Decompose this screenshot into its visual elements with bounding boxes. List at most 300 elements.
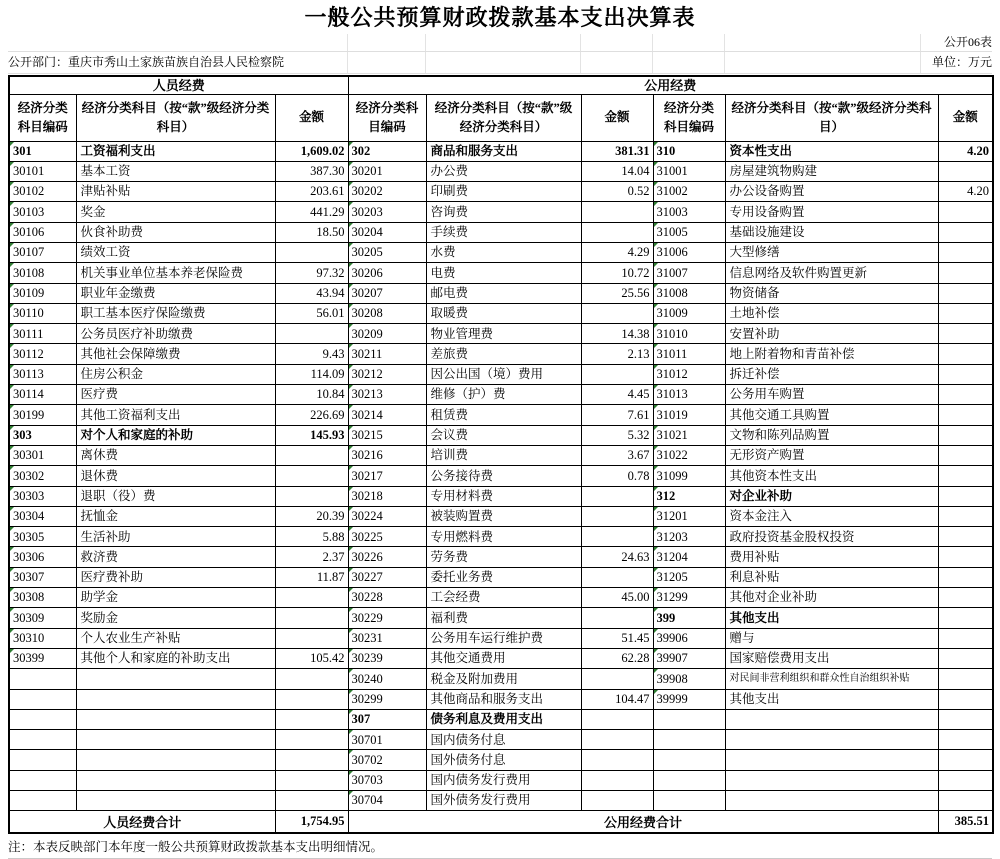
code-cell: 30217: [348, 466, 426, 486]
table-row: [9, 303, 993, 323]
subject-cell: 办公费: [426, 161, 581, 181]
subject-cell: 商品和服务支出: [426, 141, 581, 161]
table-row: [9, 161, 993, 181]
table-row: [9, 283, 993, 303]
code-cell: 30205: [348, 242, 426, 262]
code-cell: [9, 750, 76, 770]
amount-cell: 45.00: [581, 588, 653, 608]
subject-cell: 公务员医疗补助缴费: [76, 324, 275, 344]
amount-cell: [275, 486, 348, 506]
footnote: 注：本表反映部门本年度一般公共预算财政拨款基本支出明细情况。: [8, 835, 992, 859]
faint-gridline: [425, 52, 426, 73]
code-cell: 30226: [348, 547, 426, 567]
subject-cell: [725, 770, 938, 790]
code-cell: 30208: [348, 303, 426, 323]
code-cell: [653, 730, 725, 750]
code-cell: [9, 791, 76, 811]
amount-cell: [581, 364, 653, 384]
code-cell: 30209: [348, 324, 426, 344]
public-total-amount: 385.51: [938, 811, 993, 834]
table-row: [9, 344, 993, 364]
subject-cell: 其他支出: [725, 689, 938, 709]
code-cell: 31021: [653, 425, 725, 445]
amount-cell: 9.43: [275, 344, 348, 364]
subject-cell: 利息补贴: [725, 567, 938, 587]
unit-label: 单位：万元: [931, 55, 992, 69]
subject-cell: [76, 709, 275, 729]
code-cell: 31006: [653, 242, 725, 262]
subject-cell: 手续费: [426, 222, 581, 242]
amount-cell: [938, 283, 993, 303]
code-cell: 30112: [9, 344, 76, 364]
table-row: [9, 628, 993, 648]
subject-cell: 水费: [426, 242, 581, 262]
table-row: [9, 364, 993, 384]
code-cell: 30211: [348, 344, 426, 364]
code-cell: 30701: [348, 730, 426, 750]
subject-cell: 其他交通费用: [426, 648, 581, 668]
header-code-2: 经济分类科目编码: [348, 94, 426, 141]
subject-cell: 对个人和家庭的补助: [76, 425, 275, 445]
amount-cell: 114.09: [275, 364, 348, 384]
amount-cell: [938, 202, 993, 222]
subject-cell: 地上附着物和青苗补偿: [725, 344, 938, 364]
code-cell: 30299: [348, 689, 426, 709]
subject-cell: 工资福利支出: [76, 141, 275, 161]
code-cell: 30215: [348, 425, 426, 445]
subject-cell: 退职（役）费: [76, 486, 275, 506]
table-row: [9, 709, 993, 729]
code-cell: 30101: [9, 161, 76, 181]
amount-cell: [938, 770, 993, 790]
amount-cell: 381.31: [581, 141, 653, 161]
table-row: [9, 648, 993, 668]
subject-cell: 培训费: [426, 445, 581, 465]
subject-cell: 生活补助: [76, 527, 275, 547]
table-row: [9, 506, 993, 526]
amount-cell: 4.45: [581, 385, 653, 405]
amount-cell: 2.37: [275, 547, 348, 567]
faint-gridline: [580, 52, 581, 73]
code-cell: 30203: [348, 202, 426, 222]
subject-cell: 办公设备购置: [725, 182, 938, 202]
amount-cell: [275, 730, 348, 750]
amount-cell: [938, 709, 993, 729]
code-cell: 30212: [348, 364, 426, 384]
section-public: 公用经费: [348, 76, 993, 94]
subject-cell: 政府投资基金股权投资: [725, 527, 938, 547]
amount-cell: [938, 303, 993, 323]
table-row: [9, 324, 993, 344]
code-cell: 30206: [348, 263, 426, 283]
code-cell: [9, 709, 76, 729]
code-cell: 31013: [653, 385, 725, 405]
meta-row-table-number: [8, 34, 992, 52]
subject-cell: 医疗费补助: [76, 567, 275, 587]
amount-cell: [938, 344, 993, 364]
table-row: [9, 141, 993, 161]
amount-cell: 5.88: [275, 527, 348, 547]
amount-cell: 2.13: [581, 344, 653, 364]
amount-cell: 203.61: [275, 182, 348, 202]
code-cell: 30306: [9, 547, 76, 567]
amount-cell: [938, 242, 993, 262]
code-cell: 30108: [9, 263, 76, 283]
faint-gridline: [724, 52, 725, 73]
code-cell: 30202: [348, 182, 426, 202]
subject-cell: 其他对企业补助: [725, 588, 938, 608]
code-cell: 30399: [9, 648, 76, 668]
subject-cell: 租赁费: [426, 405, 581, 425]
subject-cell: 医疗费: [76, 385, 275, 405]
code-cell: [653, 791, 725, 811]
subject-cell: 救济费: [76, 547, 275, 567]
amount-cell: [938, 791, 993, 811]
code-cell: 399: [653, 608, 725, 628]
code-cell: 30213: [348, 385, 426, 405]
code-cell: 31012: [653, 364, 725, 384]
amount-cell: 43.94: [275, 283, 348, 303]
subject-cell: 债务利息及费用支出: [426, 709, 581, 729]
code-cell: 30214: [348, 405, 426, 425]
amount-cell: [938, 730, 993, 750]
subject-cell: 拆迁补偿: [725, 364, 938, 384]
amount-cell: [581, 730, 653, 750]
amount-cell: [938, 445, 993, 465]
amount-cell: [275, 669, 348, 689]
subject-cell: 委托业务费: [426, 567, 581, 587]
subject-cell: 基础设施建设: [725, 222, 938, 242]
code-cell: 31099: [653, 466, 725, 486]
amount-cell: 441.29: [275, 202, 348, 222]
header-amount-2: 金额: [581, 94, 653, 141]
subject-cell: 被装购置费: [426, 506, 581, 526]
header-subject-2: 经济分类科目（按“款”级经济分类科目）: [426, 94, 581, 141]
amount-cell: 56.01: [275, 303, 348, 323]
code-cell: 30201: [348, 161, 426, 181]
amount-cell: 25.56: [581, 283, 653, 303]
amount-cell: [938, 588, 993, 608]
subject-cell: [725, 750, 938, 770]
code-cell: 31019: [653, 405, 725, 425]
amount-cell: 14.38: [581, 324, 653, 344]
amount-cell: [938, 506, 993, 526]
code-cell: 31205: [653, 567, 725, 587]
code-cell: 30216: [348, 445, 426, 465]
amount-cell: [938, 425, 993, 445]
code-cell: 30204: [348, 222, 426, 242]
table-row: [9, 689, 993, 709]
subject-cell: 抚恤金: [76, 506, 275, 526]
subject-cell: 公务用车运行维护费: [426, 628, 581, 648]
code-cell: 30103: [9, 202, 76, 222]
code-cell: 39907: [653, 648, 725, 668]
table-row: [9, 567, 993, 587]
code-cell: 30302: [9, 466, 76, 486]
table-row: [9, 730, 993, 750]
amount-cell: 14.04: [581, 161, 653, 181]
code-cell: 30310: [9, 628, 76, 648]
table-row: [9, 385, 993, 405]
header-amount-1: 金额: [275, 94, 348, 141]
subject-cell: 国家赔偿费用支出: [725, 648, 938, 668]
code-cell: 31022: [653, 445, 725, 465]
subject-cell: 职工基本医疗保险缴费: [76, 303, 275, 323]
amount-cell: 4.20: [938, 141, 993, 161]
code-cell: 301: [9, 141, 76, 161]
amount-cell: 11.87: [275, 567, 348, 587]
amount-cell: 97.32: [275, 263, 348, 283]
subject-cell: 公务接待费: [426, 466, 581, 486]
amount-cell: [581, 791, 653, 811]
code-cell: 31005: [653, 222, 725, 242]
page-title: 一般公共预算财政拨款基本支出决算表: [304, 5, 696, 30]
amount-cell: [275, 466, 348, 486]
amount-cell: 3.67: [581, 445, 653, 465]
department-label: 公开部门：重庆市秀山土家族苗族自治县人民检察院: [8, 55, 285, 69]
subject-cell: 资本性支出: [725, 141, 938, 161]
header-code-3: 经济分类科目编码: [653, 94, 725, 141]
amount-cell: [938, 527, 993, 547]
code-cell: 31204: [653, 547, 725, 567]
amount-cell: [581, 567, 653, 587]
subject-cell: 公务用车购置: [725, 385, 938, 405]
code-cell: [9, 730, 76, 750]
faint-gridline: [652, 34, 653, 51]
code-cell: 39906: [653, 628, 725, 648]
subject-cell: 无形资产购置: [725, 445, 938, 465]
table-row: [9, 445, 993, 465]
header-subject-1: 经济分类科目（按“款”级经济分类科目）: [76, 94, 275, 141]
subject-cell: 国外债务付息: [426, 750, 581, 770]
amount-cell: [581, 486, 653, 506]
faint-gridline: [724, 34, 725, 51]
code-cell: 30304: [9, 506, 76, 526]
subject-cell: 其他商品和服务支出: [426, 689, 581, 709]
amount-cell: [938, 486, 993, 506]
amount-cell: [275, 324, 348, 344]
code-cell: 31011: [653, 344, 725, 364]
code-cell: 30207: [348, 283, 426, 303]
subject-cell: 机关事业单位基本养老保险费: [76, 263, 275, 283]
code-cell: 30308: [9, 588, 76, 608]
subject-cell: 国外债务发行费用: [426, 791, 581, 811]
faint-gridline: [425, 34, 426, 51]
amount-cell: [938, 750, 993, 770]
table-row: [9, 547, 993, 567]
code-cell: [653, 750, 725, 770]
faint-gridline: [920, 52, 921, 73]
meta-row-department-unit: [8, 52, 992, 74]
code-cell: 302: [348, 141, 426, 161]
table-row: [9, 182, 993, 202]
amount-cell: 20.39: [275, 506, 348, 526]
table-row: [9, 405, 993, 425]
table-row: [9, 202, 993, 222]
table-row: [9, 608, 993, 628]
code-cell: 30110: [9, 303, 76, 323]
code-cell: 303: [9, 425, 76, 445]
amount-cell: [581, 608, 653, 628]
subject-cell: [76, 730, 275, 750]
subject-cell: 因公出国（境）费用: [426, 364, 581, 384]
amount-cell: [275, 445, 348, 465]
subject-cell: 维修（护）费: [426, 385, 581, 405]
subject-cell: 物资储备: [725, 283, 938, 303]
subject-cell: 印刷费: [426, 182, 581, 202]
amount-cell: [581, 527, 653, 547]
code-cell: 39999: [653, 689, 725, 709]
code-cell: 30704: [348, 791, 426, 811]
code-cell: 30703: [348, 770, 426, 790]
code-cell: 30303: [9, 486, 76, 506]
header-subject-3: 经济分类科目（按“款”级经济分类科目）: [725, 94, 938, 141]
amount-cell: [938, 567, 993, 587]
subject-cell: 取暖费: [426, 303, 581, 323]
amount-cell: [581, 202, 653, 222]
subject-cell: [76, 689, 275, 709]
personnel-total-label: 人员经费合计: [9, 811, 275, 834]
subject-cell: 个人农业生产补贴: [76, 628, 275, 648]
faint-gridline: [580, 34, 581, 51]
subject-cell: 其他交通工具购置: [725, 405, 938, 425]
personnel-total-amount: 1,754.95: [275, 811, 348, 834]
faint-gridline: [920, 34, 921, 51]
code-cell: 312: [653, 486, 725, 506]
code-cell: 31001: [653, 161, 725, 181]
code-cell: [653, 770, 725, 790]
subject-cell: 奖金: [76, 202, 275, 222]
subject-cell: 工会经费: [426, 588, 581, 608]
amount-cell: [938, 648, 993, 668]
subject-cell: 大型修缮: [725, 242, 938, 262]
amount-cell: [581, 709, 653, 729]
subject-cell: 津贴补贴: [76, 182, 275, 202]
amount-cell: [275, 608, 348, 628]
subject-cell: [725, 709, 938, 729]
table-row: [9, 466, 993, 486]
code-cell: 30231: [348, 628, 426, 648]
amount-cell: 4.29: [581, 242, 653, 262]
subject-cell: 退休费: [76, 466, 275, 486]
amount-cell: [275, 750, 348, 770]
subject-cell: 房屋建筑物购建: [725, 161, 938, 181]
table-row: [9, 263, 993, 283]
amount-cell: 226.69: [275, 405, 348, 425]
amount-cell: [581, 506, 653, 526]
amount-cell: [938, 608, 993, 628]
table-number: 公开06表: [943, 35, 992, 49]
amount-cell: [581, 770, 653, 790]
amount-cell: 5.32: [581, 425, 653, 445]
amount-cell: 0.52: [581, 182, 653, 202]
subject-cell: 其他支出: [725, 608, 938, 628]
subject-cell: 奖励金: [76, 608, 275, 628]
code-cell: 30113: [9, 364, 76, 384]
code-cell: 30225: [348, 527, 426, 547]
code-cell: 31203: [653, 527, 725, 547]
amount-cell: [938, 405, 993, 425]
code-cell: 30305: [9, 527, 76, 547]
subject-cell: 其他资本性支出: [725, 466, 938, 486]
expenditure-table: [8, 75, 994, 834]
header-code-1: 经济分类科目编码: [9, 94, 76, 141]
code-cell: 30199: [9, 405, 76, 425]
amount-cell: 24.63: [581, 547, 653, 567]
column-header-row: [9, 94, 993, 141]
subject-cell: 绩效工资: [76, 242, 275, 262]
code-cell: 30109: [9, 283, 76, 303]
subject-cell: 国内债务付息: [426, 730, 581, 750]
subject-cell: 其他社会保障缴费: [76, 344, 275, 364]
code-cell: 31009: [653, 303, 725, 323]
code-cell: 31201: [653, 506, 725, 526]
code-cell: 31002: [653, 182, 725, 202]
subject-cell: [76, 770, 275, 790]
subject-cell: 咨询费: [426, 202, 581, 222]
code-cell: 30309: [9, 608, 76, 628]
subject-cell: 其他个人和家庭的补助支出: [76, 648, 275, 668]
subject-cell: 赠与: [725, 628, 938, 648]
subject-cell: 专用燃料费: [426, 527, 581, 547]
code-cell: 30114: [9, 385, 76, 405]
public-total-label: 公用经费合计: [348, 811, 938, 834]
subject-cell: 对企业补助: [725, 486, 938, 506]
code-cell: 30702: [348, 750, 426, 770]
code-cell: [9, 669, 76, 689]
amount-cell: 0.78: [581, 466, 653, 486]
amount-cell: [938, 628, 993, 648]
amount-cell: [938, 324, 993, 344]
amount-cell: [581, 303, 653, 323]
amount-cell: 104.47: [581, 689, 653, 709]
amount-cell: 51.45: [581, 628, 653, 648]
table-row: [9, 750, 993, 770]
subject-cell: 费用补贴: [725, 547, 938, 567]
amount-cell: [938, 222, 993, 242]
amount-cell: 10.72: [581, 263, 653, 283]
amount-cell: [275, 242, 348, 262]
subject-cell: 资本金注入: [725, 506, 938, 526]
amount-cell: [938, 466, 993, 486]
amount-cell: [581, 750, 653, 770]
subject-cell: [76, 750, 275, 770]
subject-cell: 国内债务发行费用: [426, 770, 581, 790]
subject-cell: 助学金: [76, 588, 275, 608]
table-row: [9, 770, 993, 790]
amount-cell: 145.93: [275, 425, 348, 445]
subject-cell: 电费: [426, 263, 581, 283]
amount-cell: 387.30: [275, 161, 348, 181]
code-cell: 30307: [9, 567, 76, 587]
subject-cell: 住房公积金: [76, 364, 275, 384]
subject-cell: 物业管理费: [426, 324, 581, 344]
subject-cell: 专用材料费: [426, 486, 581, 506]
amount-cell: [275, 770, 348, 790]
amount-cell: [581, 669, 653, 689]
subject-cell: 离休费: [76, 445, 275, 465]
amount-cell: 1,609.02: [275, 141, 348, 161]
amount-cell: [938, 689, 993, 709]
subject-cell: [725, 730, 938, 750]
amount-cell: [938, 263, 993, 283]
amount-cell: [938, 161, 993, 181]
subject-cell: 土地补偿: [725, 303, 938, 323]
amount-cell: [938, 547, 993, 567]
code-cell: 31003: [653, 202, 725, 222]
subject-cell: [76, 669, 275, 689]
code-cell: 30228: [348, 588, 426, 608]
